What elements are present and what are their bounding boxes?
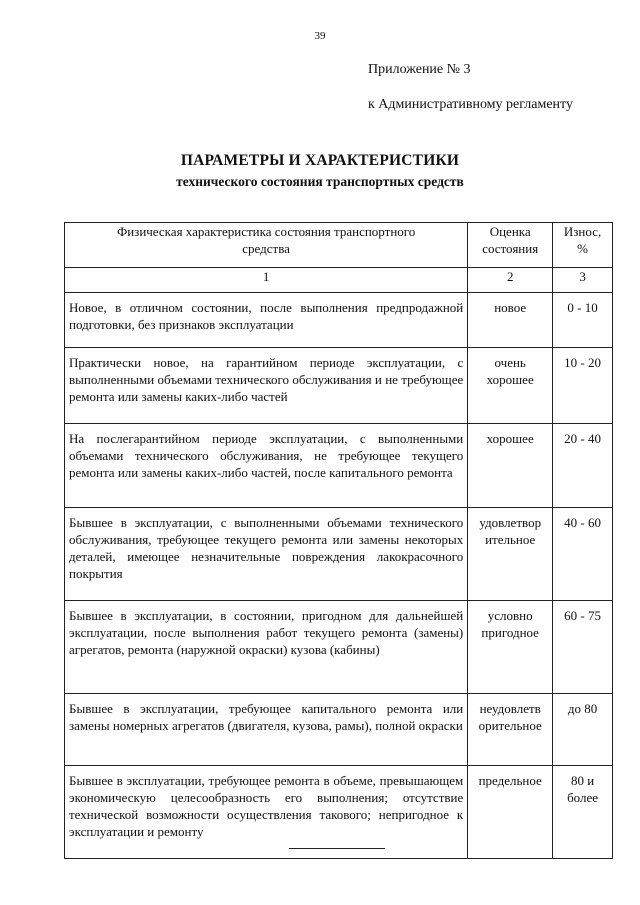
header-physical-characteristic: Физическая характеристика состояния транспортного средства (65, 223, 468, 268)
row-wear: 80 и более (553, 766, 613, 859)
table-row (65, 766, 613, 859)
row-description: Бывшее в эксплуатации, с выполненными объемами технического обслуживания, требующее текущего ремонта или замены некоторых деталей, имеющее незначительные повреждения лакокрасочного покрытия (65, 508, 468, 601)
table-row (65, 293, 613, 348)
parameters-table (64, 222, 613, 859)
regulation-reference: к Административному регламенту (368, 97, 573, 112)
row-wear: 10 - 20 (553, 348, 613, 424)
closing-divider (289, 848, 385, 849)
row-grade: очень хорошее (468, 348, 553, 424)
column-number: 1 (65, 268, 468, 293)
row-wear: 0 - 10 (553, 293, 613, 348)
page-number: 39 (314, 30, 326, 42)
appendix-label: Приложение № 3 (368, 62, 471, 77)
table-row (65, 508, 613, 601)
row-description: Бывшее в эксплуатации, требующее капитального ремонта или замены номерных агрегатов (двигателя, кузова, рамы), полной окраски (65, 694, 468, 766)
row-wear: 40 - 60 (553, 508, 613, 601)
table-row (65, 424, 613, 508)
row-wear: 60 - 75 (553, 601, 613, 694)
column-number: 2 (468, 268, 553, 293)
table-header-row (65, 223, 613, 268)
header-condition-grade: Оценка состояния (468, 223, 553, 268)
row-grade: новое (468, 293, 553, 348)
row-grade: удовлетвор ительное (468, 508, 553, 601)
table-row (65, 601, 613, 694)
header-wear-percent: Износ, % (553, 223, 613, 268)
row-description: На послегарантийном периоде эксплуатации, с выполненными объемами технического обслуживания, не требующее текущего ремонта или замены каких-либо частей, после капитального ремонта (65, 424, 468, 508)
row-grade: предельное (468, 766, 553, 859)
row-description: Практически новое, на гарантийном периоде эксплуатации, с выполненными объемами технического обслуживания и не требующее ремонта или замены каких-либо частей (65, 348, 468, 424)
row-description: Бывшее в эксплуатации, в состоянии, пригодном для дальнейшей эксплуатации, после выполнения работ текущего ремонта (замены) агрегатов, ремонта (наружной окраски) кузова (кабины) (65, 601, 468, 694)
row-wear: 20 - 40 (553, 424, 613, 508)
column-number: 3 (553, 268, 613, 293)
row-grade: хорошее (468, 424, 553, 508)
document-title: ПАРАМЕТРЫ И ХАРАКТЕРИСТИКИ (180, 152, 460, 169)
column-number-row (65, 268, 613, 293)
document-subtitle: технического состояния транспортных средств (176, 174, 464, 189)
row-grade: неудовлетв орительное (468, 694, 553, 766)
row-description: Новое, в отличном состоянии, после выполнения предпродажной подготовки, без признаков эксплуатации (65, 293, 468, 348)
row-description: Бывшее в эксплуатации, требующее ремонта в объеме, превышающем экономическую целесообразность его выполнения; отсутствие технической возможности осуществления такового; непригодное к эксплуатации и ремонту (65, 766, 468, 859)
table-row (65, 348, 613, 424)
table-row (65, 694, 613, 766)
row-wear: до 80 (553, 694, 613, 766)
row-grade: условно пригодное (468, 601, 553, 694)
